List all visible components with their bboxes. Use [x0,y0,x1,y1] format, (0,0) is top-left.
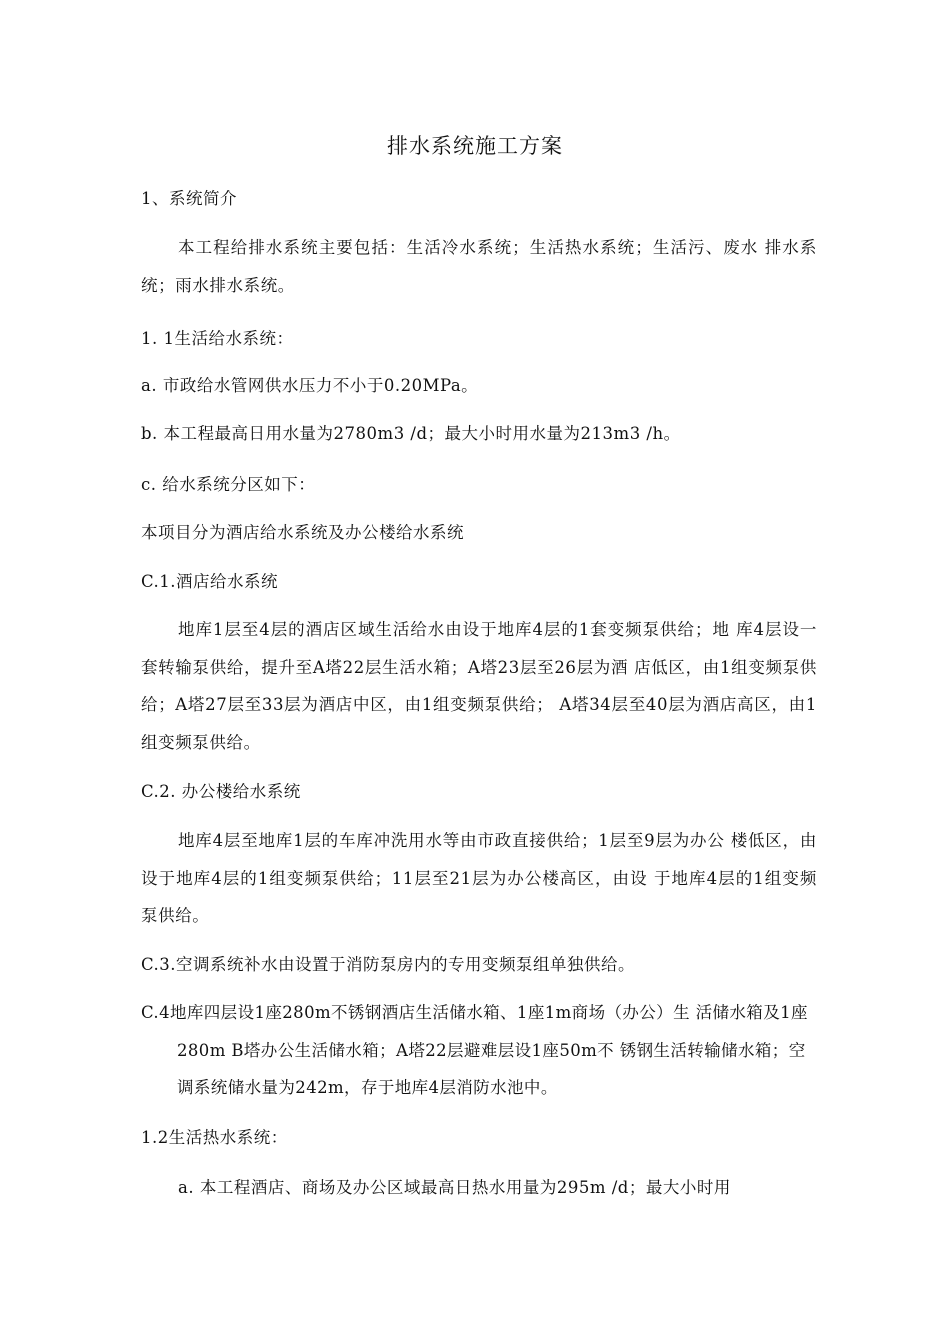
office-supply-paragraph: 地库4层至地库1层的车库冲洗用水等由市政直接供给；1层至9层为办公 楼低区，由设于地库4层的1组变频泵供给；11层至21层为办公楼高区，由设 于地库4层的1组变频泵供给。 [141,831,817,925]
document-title: 排水系统施工方案 [387,134,563,158]
section-heading-system-intro: 1、系统简介 [141,189,237,208]
section-heading-water-supply: 1. 1生活给水系统： [141,329,294,348]
storage-tank-lead: C.4 [141,1003,170,1022]
hotel-supply-paragraph: 地库1层至4层的酒店区域生活给水由设于地库4层的1套变频泵供给；地 库4层设一套转输泵供给，提升至A塔22层生活水箱；A塔23层至26层为酒 店低区，由1组变频泵供给；A塔27层至33层为酒店中区，由1组变频泵供给； A塔34层至40层为酒店高区，由1组变频泵供给。 [141,620,817,752]
subsection-heading-office-supply: C.2. 办公楼给水系统 [141,782,301,801]
hot-water-item-a: a. 本工程酒店、商场及办公区域最高日热水用量为295m /d；最大小时用 [178,1178,731,1197]
subsection-heading-hotel-supply: C.1.酒店给水系统 [141,572,279,591]
ac-makeup-water-line: C.3.空调系统补水由设置于消防泵房内的专用变频泵组单独供给。 [141,955,636,974]
system-intro-paragraph: 本工程给排水系统主要包括：生活冷水系统；生活热水系统；生活污、废水 排水系统；雨水排水系统。 [141,238,817,295]
list-item-c-partition: c. 给水系统分区如下： [141,475,316,494]
list-item-b-water-usage: b. 本工程最高日用水量为2780m3 /d；最大小时用水量为213m3 /h。 [141,424,681,443]
list-item-a-pressure: a. 市政给水管网供水压力不小于0.20MPa。 [141,376,479,395]
partition-note: 本项目分为酒店给水系统及办公楼给水系统 [141,523,464,542]
storage-tank-text: 地库四层设1座280m不锈钢酒店生活储水箱、1座1m商场（办公）生 活储水箱及1座280m B塔办公生活储水箱；A塔22层避难层设1座50m不 锈钢生活转输储水箱；空调系统储水量为242m，存于地库4层消防水池中。 [169,1003,808,1097]
storage-tank-paragraph [141,994,821,1107]
section-heading-hot-water: 1.2生活热水系统： [141,1128,288,1147]
